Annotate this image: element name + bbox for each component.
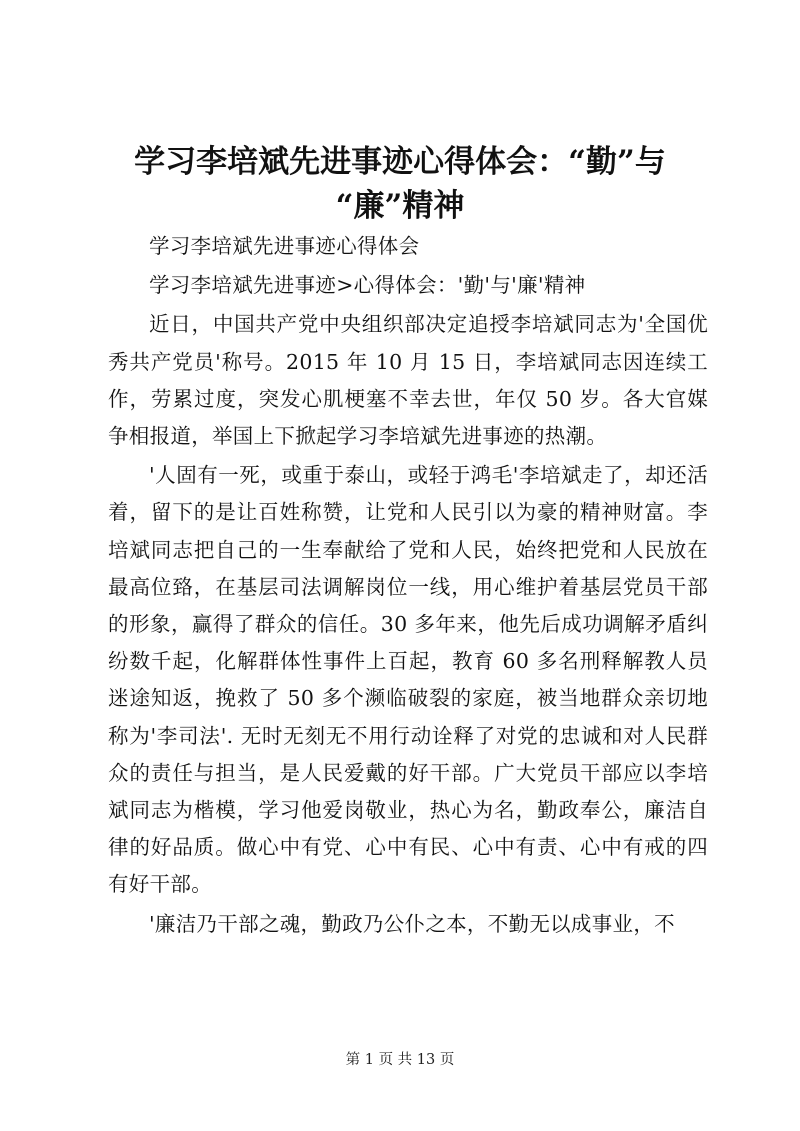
paragraph-main: '人固有一死，或重于泰山，或轻于鸿毛'李培斌走了，却还活着，留下的是让百姓称赞，让党和人民引以为豪的精神财富。李培斌同志把自己的一生奉献给了党和人民，始终把党和人民放在最高位臵，在基层司法调解岗位一线，用心维护着基层党员干部的形象，赢得了群众的信任。30 多年来，他先后成功调解矛盾纠纷数千起，化解群体性事件上百起，教育 60 多名刑释解教人员迷途知返，挽救了 50 多个濒临破裂的家庭，被当地群众亲切地称为'李司法'. 无时无刻无不用行动诠释了对党的忠诚和对人民群众的责任与担当，是人民爱戴的好干部。广大党员干部应以李培斌同志为楷模，学习他爱岗敬业，热心为名，勤政奉公，廉洁自律的好品质。做心中有党、心中有民、心中有责、心中有戒的四有好干部。: [108, 463, 708, 897]
paragraph-intro: 近日，中国共产党中央组织部决定追授李培斌同志为'全国优秀共产党员'称号。2015 年 10 月 15 日，李培斌同志因连续工作，劳累过度，突发心肌梗塞不幸去世，年仅 50 岁。各大官媒争相报道，举国上下掀起学习李培斌先进事迹的热潮。: [108, 312, 708, 449]
title-line-2: “廉”精神: [335, 188, 465, 224]
paragraph-subtitle: 学习李培斌先进事迹心得体会: [149, 234, 420, 258]
paragraph-continued: '廉洁乃干部之魂，勤政乃公仆之本，不勤无以成事业，不: [149, 911, 675, 936]
paragraph-heading: 学习李培斌先进事迹>心得体会：'勤'与'廉'精神: [149, 273, 586, 298]
title-line-1: 学习李培斌先进事迹心得体会：“勤”与: [134, 144, 666, 180]
document-body: [108, 228, 708, 945]
page-number-footer: 第 1 页 共 13 页: [345, 1052, 455, 1068]
document-title: [110, 140, 690, 228]
